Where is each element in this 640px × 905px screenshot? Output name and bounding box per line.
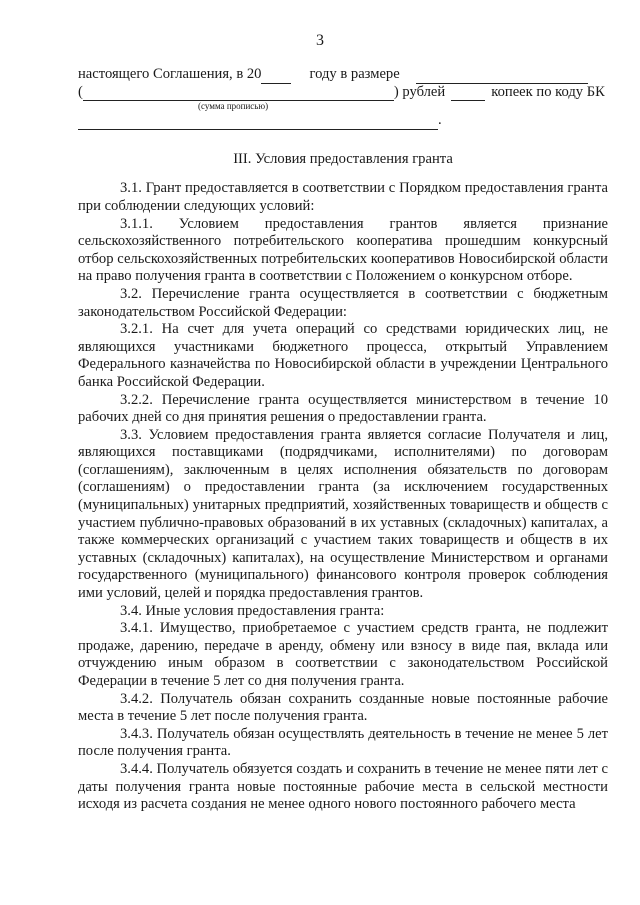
year-blank [261,69,291,84]
section-heading: III. Условия предоставления гранта [233,150,453,167]
kopecks-blank [451,86,485,101]
paragraph-3-4-4: 3.4.4. Получатель обязуется создать и сохранить в течение не менее пяти лет с даты получения гранта новые постоянные рабочие места в сельской местности исходя из расчета создания не менее одного нового постоянного рабочего места [78,760,608,813]
intro-line-2: ( ) рублей копеек по коду БК [78,83,605,100]
paragraph-3-1-1: 3.1.1. Условием предоставления грантов является признание сельскохозяйственного потребительского кооператива прошедшим конкурсный отбор сельскохозяйственных потребительских кооперативов Новосибирской области на право получения гранта в соответствии с Положением о конкурсном отборе. [78,215,608,285]
paragraph-3-4-1: 3.4.1. Имущество, приобретаемое с участием средств гранта, не подлежит продаже, дарению, передаче в аренду, обмену или взносу в виде пая, вклада или отчуждению иным образом в соответствии с законодательством Российской Федерации в течение 5 лет со дня получения гранта. [78,620,608,689]
paragraph-3-2-2: 3.2.2. Перечисление гранта осуществляется министерством в течение 10 рабочих дней со дня принятия решения о предоставлении гранта. [78,391,608,426]
document-body [78,66,608,814]
intro-text: настоящего Соглашения, в 20 [78,66,262,82]
sum-hint: (сумма прописью) [198,101,269,112]
sum-words-blank [83,86,394,101]
paragraph-3-2: 3.2. Перечисление гранта осуществляется в соответствии с бюджетным законодательством Российской Федерации: [78,285,608,320]
intro-year-suffix: году в размере [309,66,400,82]
paragraph-3-2-1: 3.2.1. На счет для учета операций со средствами юридических лиц, не являющихся участниками бюджетного процесса, открытый Управлением Федерального казначейства по Новосибирской области в учреждении Центрального банка Российской Федерации. [78,321,608,390]
intro-line-1 [78,66,608,84]
intro-line-3: . [78,112,608,130]
paragraph-3-3: 3.3. Условием предоставления гранта является согласие Получателя и лиц, являющихся поставщиками (подрядчиками, исполнителями) по договорам (соглашениям), заключенным в целях исполнения обязательств по договорам (соглашениям) о предоставлении гранта (за исключением государственных (муниципальных) унитарных предприятий, хозяйственных товариществ и обществ с участием публично-правовых образований в их уставных (складочных) капиталах, а также коммерческих организаций с участием таких товариществ и обществ в их уставных (складочных) капиталах), на осуществление Министерством и органами государственного (муниципального) финансового контроля проверок соблюдения ими условий, целей и порядка предоставления грантов. [78,426,608,602]
paragraph-3-4: 3.4. Иные условия предоставления гранта: [120,602,385,619]
paragraph-3-1: 3.1. Грант предоставляется в соответствии с Порядком предоставления гранта при соблюдении следующих условий: [78,180,608,214]
amount-blank [416,69,588,84]
paragraph-3-4-3: 3.4.3. Получатель обязан осуществлять деятельность в течение не менее 5 лет после получения гранта. [78,725,608,760]
bk-code-blank [78,115,438,130]
paragraph-3-4-2: 3.4.2. Получатель обязан сохранить созданные новые постоянные рабочие места в течение 5 лет после получения гранта. [78,690,608,725]
page-number: 3 [316,32,324,49]
